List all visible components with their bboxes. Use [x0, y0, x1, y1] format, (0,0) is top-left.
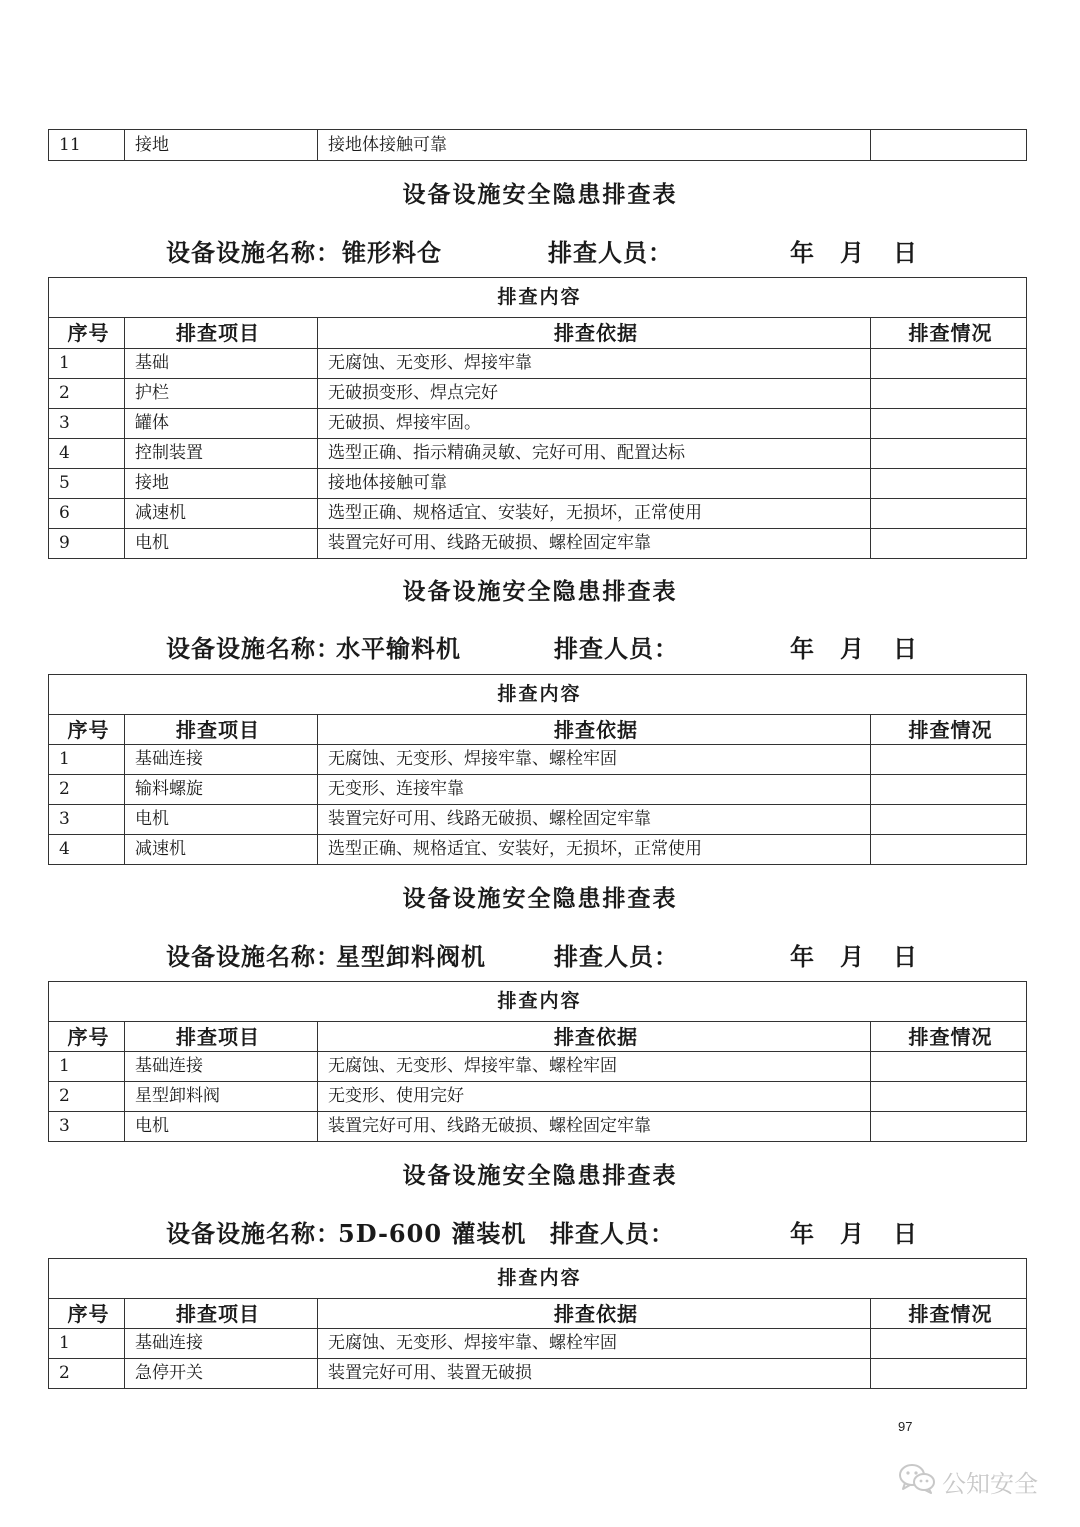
row-item: 急停开关	[125, 1359, 318, 1389]
row-item: 电机	[125, 805, 318, 835]
row-status	[871, 835, 1027, 865]
page-number: 97	[898, 1419, 913, 1434]
table-row	[49, 1359, 1027, 1389]
column-header-row	[49, 1022, 1027, 1052]
equipment-name-label: 设备设施名称：	[166, 1219, 341, 1248]
equipment-name: 5D-600 灌装机	[338, 1219, 527, 1248]
row-status	[871, 1052, 1027, 1082]
row-item: 罐体	[125, 409, 318, 439]
table-caption-row	[49, 675, 1027, 715]
row-no: 3	[49, 805, 125, 835]
table-caption-row	[49, 278, 1027, 318]
col-basis-header: 排查依据	[318, 318, 871, 349]
table-row	[49, 409, 1027, 439]
row-no: 5	[49, 469, 125, 499]
row-basis: 接地体接触可靠	[318, 130, 871, 161]
col-basis-header: 排查依据	[318, 1022, 871, 1052]
table-row	[49, 745, 1027, 775]
table-row	[49, 439, 1027, 469]
column-header-row	[49, 1299, 1027, 1329]
content-header: 排查内容	[49, 982, 1027, 1022]
row-item: 护栏	[125, 379, 318, 409]
table-row	[49, 130, 1027, 161]
row-item: 基础连接	[125, 1329, 318, 1359]
sheet-meta	[0, 629, 1080, 661]
row-no: 1	[49, 1329, 125, 1359]
content-header: 排查内容	[49, 1259, 1027, 1299]
row-status	[871, 1329, 1027, 1359]
date-day: 日	[893, 942, 918, 971]
equipment-name: 锥形料仓	[342, 238, 442, 267]
row-basis: 装置完好可用、线路无破损、螺栓固定牢靠	[318, 805, 871, 835]
row-no: 4	[49, 439, 125, 469]
date-year: 年	[790, 1219, 815, 1248]
row-no: 1	[49, 745, 125, 775]
date-month: 月	[840, 942, 865, 971]
row-basis: 装置完好可用、线路无破损、螺栓固定牢靠	[318, 529, 871, 559]
column-header-row	[49, 318, 1027, 349]
row-no: 2	[49, 1082, 125, 1112]
table-row	[49, 469, 1027, 499]
col-item-header: 排查项目	[125, 1299, 318, 1329]
sheet-meta	[0, 1214, 1080, 1246]
row-no: 1	[49, 349, 125, 379]
watermark-text: 公知安全	[942, 1469, 1038, 1498]
row-item: 减速机	[125, 499, 318, 529]
row-item: 接地	[125, 469, 318, 499]
inspection-table	[48, 1258, 1027, 1389]
watermark	[898, 1463, 1038, 1499]
col-item-header: 排查项目	[125, 1022, 318, 1052]
row-status	[871, 379, 1027, 409]
row-status	[871, 130, 1027, 161]
sheet-title: 设备设施安全隐患排查表	[402, 578, 678, 605]
row-basis: 无变形、连接牢靠	[318, 775, 871, 805]
row-item: 星型卸料阀	[125, 1082, 318, 1112]
col-item-header: 排查项目	[125, 715, 318, 745]
row-basis: 无腐蚀、无变形、焊接牢靠、螺栓牢固	[318, 745, 871, 775]
sheet-title: 设备设施安全隐患排查表	[402, 1162, 678, 1189]
row-status	[871, 745, 1027, 775]
row-basis: 接地体接触可靠	[318, 469, 871, 499]
col-status-header: 排查情况	[871, 715, 1027, 745]
row-status	[871, 529, 1027, 559]
row-status	[871, 805, 1027, 835]
row-item: 电机	[125, 1112, 318, 1142]
col-no-header: 序号	[49, 1022, 125, 1052]
wechat-icon	[898, 1462, 936, 1500]
inspector-label: 排查人员：	[554, 634, 679, 663]
row-no: 2	[49, 379, 125, 409]
table-row	[49, 1082, 1027, 1112]
table-caption-row	[49, 982, 1027, 1022]
sheet-meta	[0, 937, 1080, 969]
equipment-name-label: 设备设施名称：	[166, 238, 341, 267]
row-basis: 无腐蚀、无变形、焊接牢靠、螺栓牢固	[318, 1052, 871, 1082]
table-row	[49, 529, 1027, 559]
row-item: 基础	[125, 349, 318, 379]
continued-table	[48, 129, 1027, 161]
date-month: 月	[840, 238, 865, 267]
date-year: 年	[790, 942, 815, 971]
col-basis-header: 排查依据	[318, 1299, 871, 1329]
sheet-title: 设备设施安全隐患排查表	[402, 885, 678, 912]
col-status-header: 排查情况	[871, 1299, 1027, 1329]
row-no: 1	[49, 1052, 125, 1082]
table-caption-row	[49, 1259, 1027, 1299]
table-row	[49, 349, 1027, 379]
row-status	[871, 439, 1027, 469]
date-day: 日	[893, 238, 918, 267]
table-row	[49, 499, 1027, 529]
inspection-table	[48, 674, 1027, 865]
equipment-name-label: 设备设施名称：	[166, 634, 341, 663]
table-row	[49, 805, 1027, 835]
row-basis: 无变形、使用完好	[318, 1082, 871, 1112]
col-basis-header: 排查依据	[318, 715, 871, 745]
inspection-table	[48, 277, 1027, 559]
row-item: 电机	[125, 529, 318, 559]
row-basis: 装置完好可用、装置无破损	[318, 1359, 871, 1389]
row-item: 基础连接	[125, 1052, 318, 1082]
content-header: 排查内容	[49, 675, 1027, 715]
row-no: 3	[49, 1112, 125, 1142]
table-row	[49, 379, 1027, 409]
row-status	[871, 1082, 1027, 1112]
col-status-header: 排查情况	[871, 1022, 1027, 1052]
row-basis: 选型正确、规格适宜、安装好，无损坏，正常使用	[318, 499, 871, 529]
equipment-name: 星型卸料阀机	[336, 942, 486, 971]
date-year: 年	[790, 238, 815, 267]
table-row	[49, 835, 1027, 865]
row-status	[871, 409, 1027, 439]
col-no-header: 序号	[49, 1299, 125, 1329]
column-header-row	[49, 715, 1027, 745]
row-basis: 无破损变形、焊点完好	[318, 379, 871, 409]
row-no: 3	[49, 409, 125, 439]
date-day: 日	[893, 634, 918, 663]
row-item: 减速机	[125, 835, 318, 865]
content-header: 排查内容	[49, 278, 1027, 318]
row-no: 2	[49, 1359, 125, 1389]
col-no-header: 序号	[49, 715, 125, 745]
row-no: 6	[49, 499, 125, 529]
inspector-label: 排查人员：	[548, 238, 673, 267]
row-item: 接地	[125, 130, 318, 161]
row-status	[871, 1112, 1027, 1142]
inspector-label: 排查人员：	[554, 942, 679, 971]
date-year: 年	[790, 634, 815, 663]
row-basis: 无破损、焊接牢固。	[318, 409, 871, 439]
row-status	[871, 1359, 1027, 1389]
row-no: 4	[49, 835, 125, 865]
col-item-header: 排查项目	[125, 318, 318, 349]
row-basis: 无腐蚀、无变形、焊接牢靠、螺栓牢固	[318, 1329, 871, 1359]
row-status	[871, 499, 1027, 529]
row-no: 2	[49, 775, 125, 805]
table-row	[49, 1329, 1027, 1359]
row-basis: 无腐蚀、无变形、焊接牢靠	[318, 349, 871, 379]
col-no-header: 序号	[49, 318, 125, 349]
inspector-label: 排查人员：	[550, 1219, 675, 1248]
table-row	[49, 1112, 1027, 1142]
row-status	[871, 775, 1027, 805]
col-status-header: 排查情况	[871, 318, 1027, 349]
equipment-name: 水平输料机	[336, 634, 461, 663]
row-basis: 选型正确、规格适宜、安装好，无损坏，正常使用	[318, 835, 871, 865]
inspection-table	[48, 981, 1027, 1142]
row-status	[871, 469, 1027, 499]
row-no: 11	[49, 130, 125, 161]
table-row	[49, 775, 1027, 805]
row-no: 9	[49, 529, 125, 559]
date-month: 月	[840, 1219, 865, 1248]
row-basis: 选型正确、指示精确灵敏、完好可用、配置达标	[318, 439, 871, 469]
date-day: 日	[893, 1219, 918, 1248]
table-row	[49, 1052, 1027, 1082]
row-basis: 装置完好可用、线路无破损、螺栓固定牢靠	[318, 1112, 871, 1142]
row-item: 控制装置	[125, 439, 318, 469]
sheet-title: 设备设施安全隐患排查表	[402, 181, 678, 208]
row-item: 输料螺旋	[125, 775, 318, 805]
sheet-meta	[0, 233, 1080, 265]
row-item: 基础连接	[125, 745, 318, 775]
date-month: 月	[840, 634, 865, 663]
equipment-name-label: 设备设施名称：	[166, 942, 341, 971]
row-status	[871, 349, 1027, 379]
